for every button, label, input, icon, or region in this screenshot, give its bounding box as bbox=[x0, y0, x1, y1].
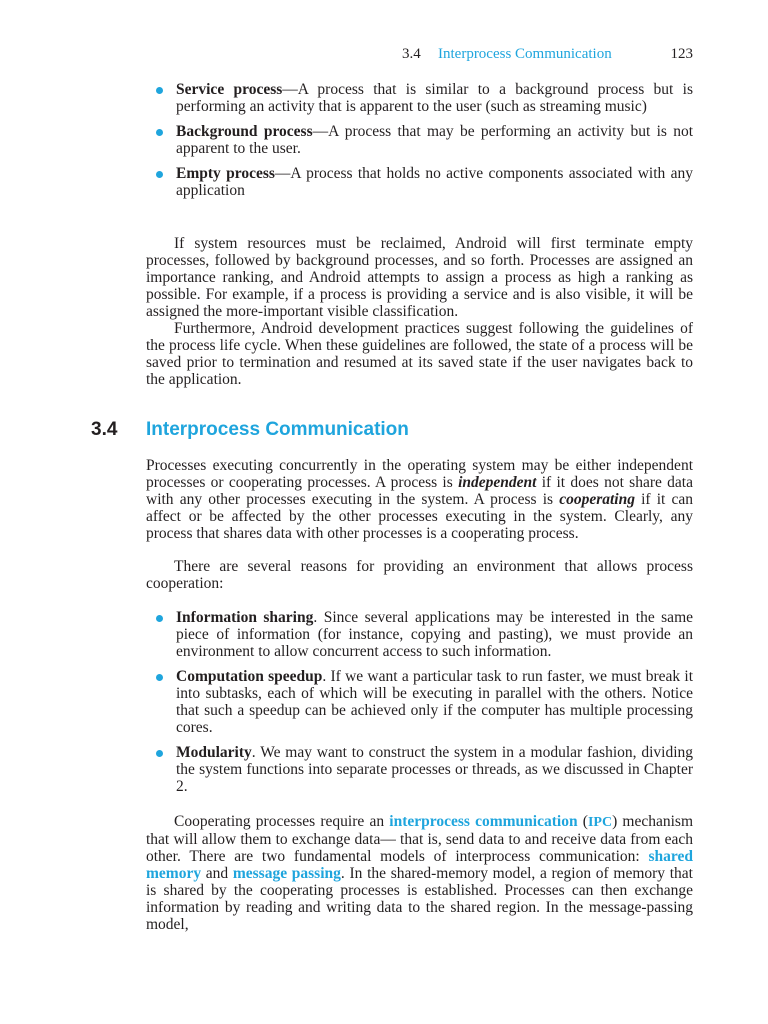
key-term: interprocess communication bbox=[389, 813, 578, 830]
list-item bbox=[156, 668, 693, 736]
bullet-term: Empty process bbox=[176, 165, 275, 182]
list-item bbox=[156, 123, 693, 157]
bullet-term: Service process bbox=[176, 81, 283, 98]
bullet-text: —A process that is similar to a background process but is performing an activity that is apparent to the user (such as streaming music) bbox=[176, 81, 693, 115]
list-item bbox=[156, 81, 693, 115]
bullet-text: —A process that may be performing an activity but is not apparent to the user. bbox=[176, 123, 693, 157]
bullet-icon bbox=[156, 674, 163, 681]
bullet-term: Computation speedup bbox=[176, 668, 323, 685]
key-term: IPC bbox=[587, 815, 613, 830]
text-run: ) mechanism that will allow them to exchange data— that is, send data to and receive data from each other. There are two fundamental models of interprocess communication: bbox=[146, 813, 693, 865]
reasons-list bbox=[156, 609, 693, 795]
list-item bbox=[156, 744, 693, 795]
section-number: 3.4 bbox=[91, 419, 118, 440]
bullet-text: . We may want to construct the system in a modular fashion, dividing the system functions into separate processes or threads, as we discussed in Chapter 2. bbox=[176, 744, 693, 795]
list-item bbox=[156, 165, 693, 199]
text-run: Cooperating processes require an bbox=[174, 813, 390, 830]
text-run: if it does not share data with any other processes executing in the system. A process is bbox=[146, 474, 693, 508]
bullet-text: . Since several applications may be interested in the same piece of information (for instance, copying and pasting), we must provide an environment to allow concurrent access to such information. bbox=[176, 609, 693, 660]
bullet-icon bbox=[156, 87, 163, 94]
bullet-term: Background process bbox=[176, 123, 313, 140]
bullet-icon bbox=[156, 750, 163, 757]
paragraph bbox=[146, 457, 693, 542]
bullet-icon bbox=[156, 615, 163, 622]
bullet-text: . If we want a particular task to run faster, we must break it into subtasks, each of which will be executing in parallel with the others. Notice that such a speedup can be achieved only if the computer has multiple processing cores. bbox=[176, 668, 694, 736]
header-section-number: 3.4 bbox=[402, 46, 421, 62]
emphasis: cooperating bbox=[559, 491, 635, 508]
bullet-term: Information sharing bbox=[176, 609, 314, 626]
bullet-icon bbox=[156, 129, 163, 136]
section-title: Interprocess Communication bbox=[146, 419, 409, 440]
list-item bbox=[156, 609, 693, 660]
running-header bbox=[146, 46, 693, 66]
paragraph: If system resources must be reclaimed, Android will first terminate empty processes, followed by background processes, and so forth. Processes are assigned an importance ranking, and Android attempts to assign a process as high a ranking as possible. For example, if a process is providing a service and is also visible, it will be assigned the more-important visible classification. bbox=[146, 235, 693, 320]
bullet-text: —A process that holds no active components associated with any application bbox=[176, 165, 693, 199]
emphasis: independent bbox=[458, 474, 537, 491]
bullet-term: Modularity bbox=[176, 744, 252, 761]
text-run: Processes executing concurrently in the operating system may be either independent processes or cooperating processes. A process is bbox=[146, 457, 693, 491]
paragraph: There are several reasons for providing an environment that allows process cooperation: bbox=[146, 558, 693, 592]
key-term: shared memory bbox=[146, 848, 693, 882]
page-number: 123 bbox=[670, 46, 693, 62]
process-types-list bbox=[156, 81, 693, 199]
paragraph bbox=[146, 813, 693, 933]
text-run: ( bbox=[577, 813, 588, 830]
paragraph: Furthermore, Android development practices suggest following the guidelines of the process life cycle. When these guidelines are followed, the state of a process will be saved prior to termination and resumed at its saved state if the user navigates back to the application. bbox=[146, 320, 693, 388]
text-run: and bbox=[201, 865, 233, 882]
text-run: if it can affect or be affected by the other processes executing in the system. Clearly, any process that shares data with other processes is a cooperating process. bbox=[146, 491, 693, 542]
key-term: message passing bbox=[232, 865, 341, 882]
bullet-icon bbox=[156, 171, 163, 178]
text-run: . In the shared-memory model, a region of memory that is shared by the cooperating processes is established. Processes can then exchange information by reading and writing data to the shared region. In the message-passing model, bbox=[146, 865, 693, 933]
header-section-title: Interprocess Communication bbox=[438, 46, 612, 62]
